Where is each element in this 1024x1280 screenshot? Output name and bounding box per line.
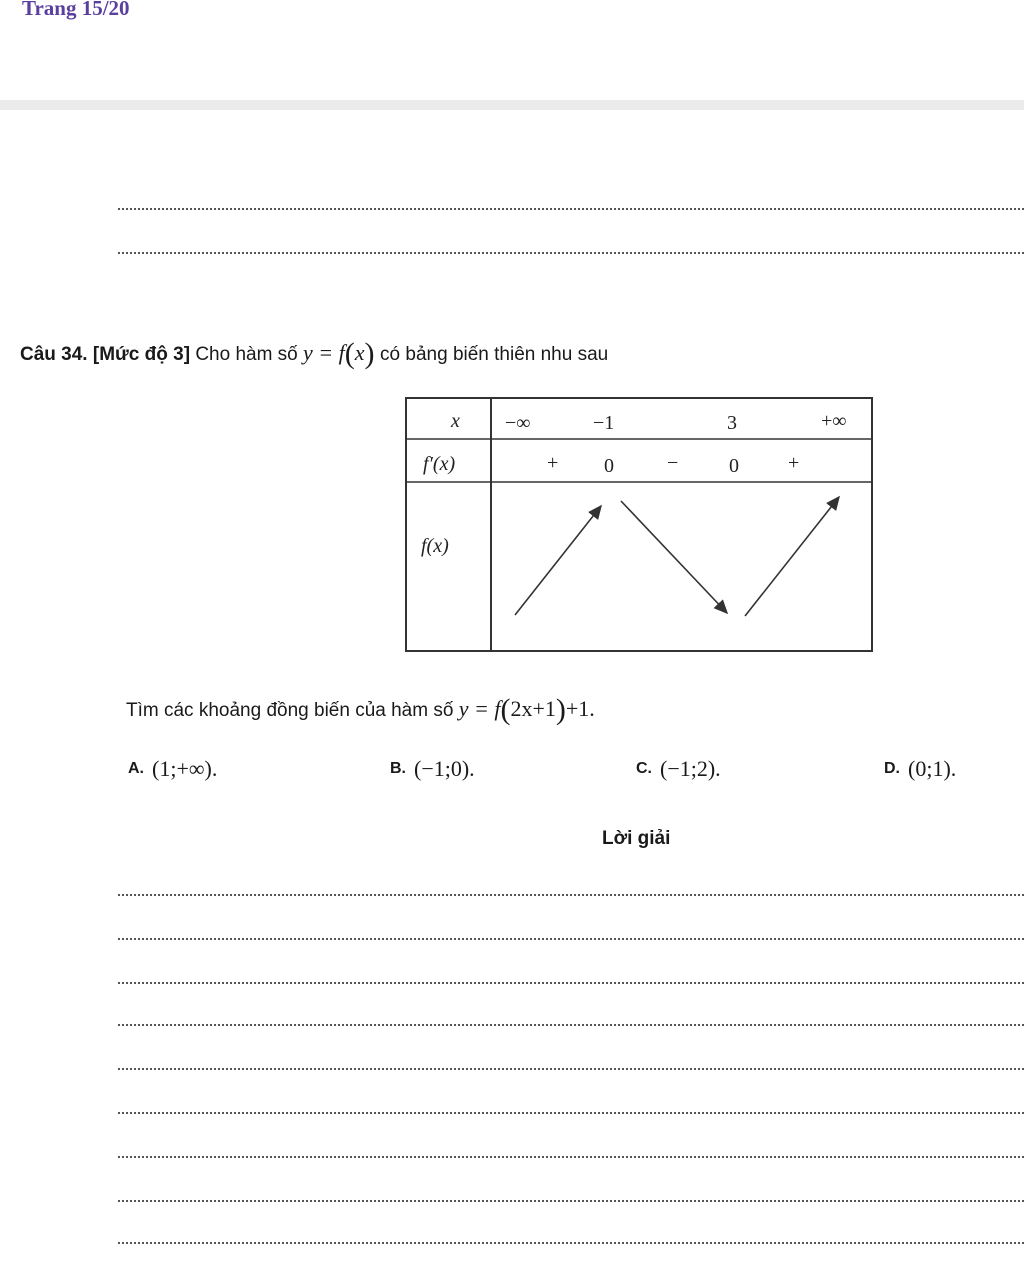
derivative-label: f′(x) (423, 453, 456, 475)
answer-line (118, 252, 1024, 254)
answer-line (118, 938, 1024, 940)
option-value: (−1;2). (660, 756, 721, 781)
answer-line (118, 208, 1024, 210)
answer-line (118, 1068, 1024, 1070)
derivative-sign: 0 (604, 455, 614, 477)
page-number: Trang 15/20 (22, 0, 130, 20)
function-arg: x (354, 340, 365, 365)
answer-line (118, 894, 1024, 896)
option-d[interactable] (884, 756, 956, 782)
question-text: Cho hàm số (195, 344, 298, 365)
prompt-func-lhs: y = f (458, 696, 501, 721)
option-a[interactable] (128, 756, 217, 782)
function-lhs: y = f (303, 340, 345, 365)
derivative-sign: + (547, 452, 559, 474)
header-x-label: x (451, 410, 460, 432)
increasing-arrow (745, 497, 839, 616)
variation-table (405, 397, 875, 655)
option-letter: D. (884, 760, 900, 777)
x-value: 3 (727, 412, 737, 434)
derivative-sign: 0 (729, 455, 739, 477)
derivative-sign: + (788, 452, 800, 474)
difficulty-level: [Mức độ 3] (92, 344, 191, 365)
answer-line (118, 1156, 1024, 1158)
question-number: Câu 34. (20, 344, 88, 365)
table-border (406, 398, 872, 651)
x-value: −∞ (505, 412, 531, 434)
option-c[interactable] (636, 756, 721, 782)
prompt-text: Tìm các khoảng đồng biến của hàm số (126, 700, 454, 721)
prompt-func-tail: +1. (565, 696, 595, 721)
decreasing-arrow (621, 501, 727, 613)
option-value: (1;+∞). (152, 756, 218, 781)
option-letter: A. (128, 760, 144, 777)
task-prompt (126, 690, 595, 730)
transformed-function: y = f(2x+1)+1. (458, 693, 595, 726)
answer-line (118, 1112, 1024, 1114)
function-expression: y = f(x) (303, 337, 375, 370)
answer-line (118, 982, 1024, 984)
option-b[interactable] (390, 756, 475, 782)
question-text-tail: có bảng biến thiên nhu sau (380, 344, 609, 365)
x-value: −1 (593, 412, 615, 434)
increasing-arrow (515, 506, 601, 615)
answer-line (118, 1200, 1024, 1202)
prompt-func-arg: 2x+1 (510, 696, 556, 721)
x-value: +∞ (821, 410, 847, 432)
option-letter: B. (390, 760, 406, 777)
function-label: f(x) (421, 535, 449, 557)
answer-line (118, 1024, 1024, 1026)
answer-line (118, 1242, 1024, 1244)
solution-heading: Lời giải (602, 828, 671, 849)
page-separator (0, 100, 1024, 110)
derivative-sign: − (667, 452, 679, 474)
option-value: (0;1). (908, 756, 957, 781)
option-value: (−1;0). (414, 756, 475, 781)
question-statement (20, 336, 608, 372)
option-letter: C. (636, 760, 652, 777)
